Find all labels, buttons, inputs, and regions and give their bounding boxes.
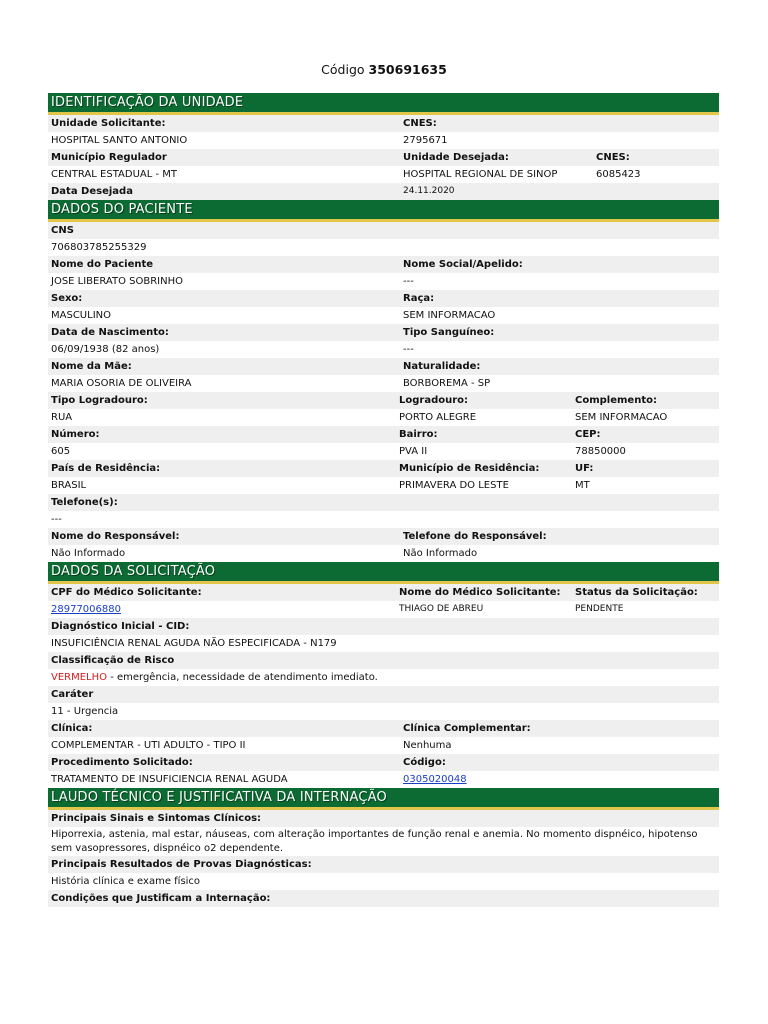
country-label: País de Residência: — [51, 463, 161, 474]
value-row — [48, 409, 719, 426]
value-row — [48, 545, 719, 562]
request-code-header — [0, 62, 768, 77]
requesting-unit-label: Unidade Solicitante: — [51, 118, 166, 129]
birth-date-value: 06/09/1938 (82 anos) — [51, 344, 160, 355]
value-row — [48, 307, 719, 324]
street-type-label: Tipo Logradouro: — [51, 395, 148, 406]
desired-unit-value: HOSPITAL REGIONAL DE SINOP — [403, 169, 558, 180]
risk-level: VERMELHO — [51, 672, 108, 683]
requested-procedure-label: Procedimento Solicitado: — [51, 757, 193, 768]
request-code-value: 350691635 — [368, 62, 447, 77]
request-code-label: Código — [321, 62, 365, 77]
race-label: Raça: — [403, 293, 435, 304]
label-row — [48, 686, 719, 703]
label-row — [48, 460, 719, 477]
hospitalization-conditions-label: Condições que Justificam a Internação: — [51, 893, 271, 904]
guardian-phone-label: Telefone do Responsável: — [403, 531, 547, 542]
label-row — [48, 494, 719, 511]
section-unit-identification: IDENTIFICAÇÃO DA UNIDADE — [48, 93, 719, 115]
label-row — [48, 183, 719, 200]
number-value: 605 — [51, 446, 71, 457]
value-row — [48, 771, 719, 788]
doctor-name-label: Nome do Médico Solicitante: — [399, 587, 561, 598]
value-row — [48, 239, 719, 256]
value-row — [48, 341, 719, 358]
value-row — [48, 601, 719, 618]
value-row — [48, 132, 719, 149]
section-request-data: DADOS DA SOLICITAÇÃO — [48, 562, 719, 584]
state-label: UF: — [575, 463, 594, 474]
cep-value: 78850000 — [575, 446, 626, 457]
phone-value: --- — [51, 514, 62, 525]
request-status-label: Status da Solicitação: — [575, 587, 698, 598]
cns-label: CNS — [51, 225, 74, 236]
label-row — [48, 358, 719, 375]
blood-type-label: Tipo Sanguíneo: — [403, 327, 495, 338]
label-row — [48, 392, 719, 409]
country-value: BRASIL — [51, 480, 87, 491]
label-row — [48, 528, 719, 545]
neighborhood-value: PVA II — [399, 446, 428, 457]
value-row — [48, 873, 719, 890]
label-row — [48, 115, 719, 132]
mother-name-value: MARIA OSORIA DE OLIVEIRA — [51, 378, 192, 389]
label-row — [48, 256, 719, 273]
diagnostic-results-label: Principais Resultados de Provas Diagnósticas: — [51, 859, 312, 870]
request-status-value: PENDENTE — [575, 604, 624, 614]
desired-cnes-value: 6085423 — [596, 169, 641, 180]
clinic-label: Clínica: — [51, 723, 93, 734]
label-row — [48, 290, 719, 307]
signs-symptoms-value: Hiporrexia, astenia, mal estar, náuseas, com alteração importantes de função renal e anemia. No momento dispnéico, hipotenso sem vasopressores, dispnéico o2 dependente. — [51, 829, 698, 854]
label-row — [48, 426, 719, 443]
requested-procedure-value: TRATAMENTO DE INSUFICIENCIA RENAL AGUDA — [51, 774, 288, 785]
value-row — [48, 827, 719, 856]
street-value: PORTO ALEGRE — [399, 412, 477, 423]
initial-diagnosis-value: INSUFICIÊNCIA RENAL AGUDA NÃO ESPECIFICADA - N179 — [51, 638, 337, 649]
phone-label: Telefone(s): — [51, 497, 118, 508]
cnes-value: 2795671 — [403, 135, 448, 146]
label-row — [48, 810, 719, 827]
label-row — [48, 324, 719, 341]
guardian-name-label: Nome do Responsável: — [51, 531, 180, 542]
regulation-form — [48, 93, 719, 911]
complementary-clinic-label: Clínica Complementar: — [403, 723, 531, 734]
character-value: 11 - Urgencia — [51, 706, 119, 717]
patient-name-value: JOSE LIBERATO SOBRINHO — [51, 276, 183, 287]
value-row — [48, 375, 719, 392]
complementary-clinic-value: Nenhuma — [403, 740, 452, 751]
social-name-label: Nome Social/Apelido: — [403, 259, 523, 270]
label-row — [48, 222, 719, 239]
patient-name-label: Nome do Paciente — [51, 259, 154, 270]
risk-classification-label: Classificação de Risco — [51, 655, 175, 666]
complement-value: SEM INFORMACAO — [575, 412, 668, 423]
regulating-municipality-label: Município Regulador — [51, 152, 167, 163]
cnes-label: CNES: — [403, 118, 437, 129]
residence-municipality-value: PRIMAVERA DO LESTE — [399, 480, 509, 491]
value-row — [48, 703, 719, 720]
procedure-code-label: Código: — [403, 757, 446, 768]
value-row — [48, 273, 719, 290]
desired-cnes-label: CNES: — [596, 152, 630, 163]
value-row — [48, 166, 719, 183]
state-value: MT — [575, 480, 590, 491]
requesting-unit-value: HOSPITAL SANTO ANTONIO — [51, 135, 188, 146]
number-label: Número: — [51, 429, 100, 440]
diagnostic-results-value: História clínica e exame físico — [51, 876, 201, 887]
social-name-value: --- — [403, 276, 414, 287]
guardian-phone-value: Não Informado — [403, 548, 478, 559]
label-row — [48, 856, 719, 873]
risk-description: - emergência, necessidade de atendimento imediato. — [107, 672, 378, 683]
value-row — [48, 907, 719, 911]
label-row — [48, 652, 719, 669]
blood-type-value: --- — [403, 344, 414, 355]
birthplace-label: Naturalidade: — [403, 361, 481, 372]
cns-value: 706803785255329 — [51, 242, 147, 253]
guardian-name-value: Não Informado — [51, 548, 126, 559]
doctor-cpf-label: CPF do Médico Solicitante: — [51, 587, 202, 598]
clinic-value: COMPLEMENTAR - UTI ADULTO - TIPO II — [51, 740, 246, 751]
procedure-code-link[interactable]: 0305020048 — [403, 774, 467, 785]
neighborhood-label: Bairro: — [399, 429, 438, 440]
signs-symptoms-label: Principais Sinais e Sintomas Clínicos: — [51, 813, 262, 824]
complement-label: Complemento: — [575, 395, 657, 406]
sex-value: MASCULINO — [51, 310, 111, 321]
label-row — [48, 618, 719, 635]
procedure-code-cell — [400, 771, 719, 788]
label-row — [48, 149, 719, 166]
character-label: Caráter — [51, 689, 94, 700]
value-row — [48, 443, 719, 460]
regulating-municipality-value: CENTRAL ESTADUAL - MT — [51, 169, 177, 180]
initial-diagnosis-label: Diagnóstico Inicial - CID: — [51, 621, 190, 632]
value-row — [48, 635, 719, 652]
street-type-value: RUA — [51, 412, 73, 423]
label-row — [48, 754, 719, 771]
risk-classification-value — [48, 669, 719, 686]
doctor-name-value: THIAGO DE ABREU — [399, 604, 484, 614]
value-row — [48, 669, 719, 686]
value-row — [48, 737, 719, 754]
label-row — [48, 890, 719, 907]
value-row — [48, 477, 719, 494]
mother-name-label: Nome da Mãe: — [51, 361, 132, 372]
section-patient-data: DADOS DO PACIENTE — [48, 200, 719, 222]
desired-date-label: Data Desejada — [51, 186, 133, 197]
label-row — [48, 584, 719, 601]
birthplace-value: BORBOREMA - SP — [403, 378, 491, 389]
birth-date-label: Data de Nascimento: — [51, 327, 169, 338]
desired-date-value: 24.11.2020 — [403, 186, 455, 196]
section-technical-report: LAUDO TÉCNICO E JUSTIFICATIVA DA INTERNAÇÃO — [48, 788, 719, 810]
race-value: SEM INFORMACAO — [403, 310, 496, 321]
desired-unit-label: Unidade Desejada: — [403, 152, 509, 163]
doctor-cpf-link[interactable]: 28977006880 — [51, 604, 121, 615]
sex-label: Sexo: — [51, 293, 83, 304]
cep-label: CEP: — [575, 429, 601, 440]
value-row — [48, 511, 719, 528]
doctor-cpf-cell — [48, 601, 396, 618]
label-row — [48, 720, 719, 737]
residence-municipality-label: Município de Residência: — [399, 463, 540, 474]
street-label: Logradouro: — [399, 395, 469, 406]
